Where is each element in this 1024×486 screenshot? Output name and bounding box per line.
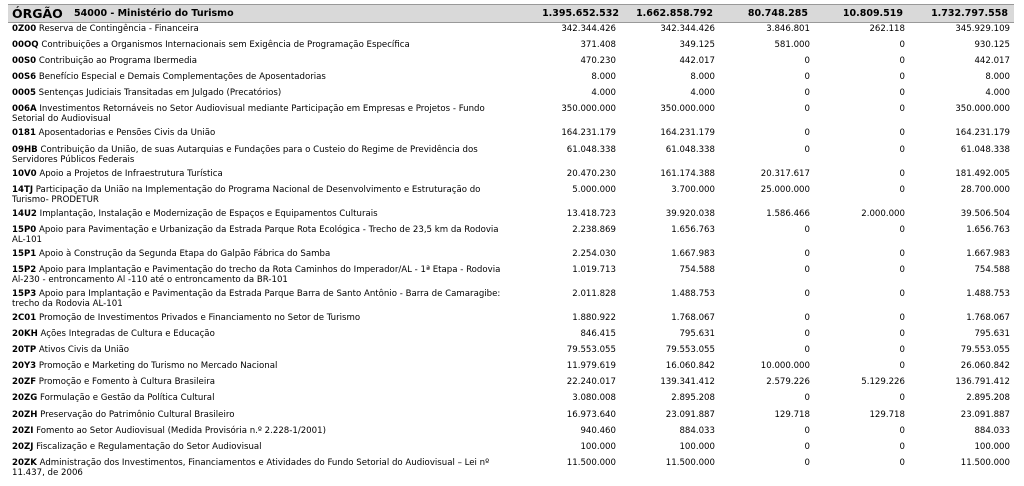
value-cell-col2: 1.768.067 — [671, 313, 715, 323]
action-code: 00S0 — [12, 56, 37, 66]
action-code: 0181 — [12, 128, 36, 138]
value-cell-col4: 0 — [899, 345, 905, 355]
value-cell-col4: 0 — [899, 40, 905, 50]
action-description: Apoio a Projetos de Infraestrutura Turística — [39, 169, 223, 179]
value-cell-col4: 0 — [899, 128, 905, 138]
orgao-header-row — [8, 4, 1014, 23]
value-cell-col2: 754.588 — [679, 265, 715, 275]
value-cell-col5: 1.768.067 — [966, 313, 1010, 323]
value-cell-col4: 0 — [899, 265, 905, 275]
row-description — [12, 73, 512, 83]
value-cell-col1: 940.460 — [580, 426, 616, 436]
value-cell-col1: 8.000 — [591, 72, 616, 82]
row-description — [12, 210, 512, 220]
value-cell-col4: 0 — [899, 329, 905, 339]
value-cell-col5: 181.492.005 — [955, 169, 1010, 179]
action-description: Investimentos Retornáveis no Setor Audiovisual mediante Participação em Empresas e Projetos - Fundo Setorial do Audiovisual — [12, 104, 485, 124]
row-description — [12, 378, 512, 388]
value-cell-col3: 0 — [804, 329, 810, 339]
value-cell-col1: 4.000 — [591, 88, 616, 98]
value-cell-col1: 2.254.030 — [572, 249, 616, 259]
value-cell-col1: 5.000.000 — [572, 185, 616, 195]
action-description: Contribuição da União, de suas Autarquias e Fundações para o Custeio do Regime de Previdência dos Servidores Públicos Federais — [12, 145, 478, 165]
value-cell-col4: 0 — [899, 185, 905, 195]
value-cell-col5: 795.631 — [974, 329, 1010, 339]
value-cell-col2: 884.033 — [679, 426, 715, 436]
row-description — [12, 290, 512, 309]
value-cell-col1: 13.418.723 — [566, 209, 616, 219]
value-cell-col1: 2.238.869 — [572, 225, 616, 235]
row-description — [12, 443, 512, 453]
value-cell-col2: 342.344.426 — [660, 24, 715, 34]
value-cell-col5: 1.667.983 — [966, 249, 1010, 259]
value-cell-col5: 345.929.109 — [955, 24, 1010, 34]
action-code: 2C01 — [12, 313, 37, 323]
value-cell-col2: 795.631 — [679, 329, 715, 339]
value-cell-col1: 79.553.055 — [566, 345, 616, 355]
value-cell-col4: 0 — [899, 169, 905, 179]
value-cell-col3: 0 — [804, 393, 810, 403]
action-code: 00S6 — [12, 72, 37, 82]
row-description — [12, 25, 512, 35]
value-cell-col3: 0 — [804, 249, 810, 259]
value-cell-col5: 1.488.753 — [966, 289, 1010, 299]
value-cell-col5: 164.231.179 — [955, 128, 1010, 138]
value-cell-col5: 442.017 — [974, 56, 1010, 66]
value-cell-col3: 0 — [804, 289, 810, 299]
value-cell-col4: 0 — [899, 225, 905, 235]
action-description: Formulação e Gestão da Política Cultural — [39, 393, 215, 403]
value-cell-col5: 79.553.055 — [960, 345, 1010, 355]
action-description: Participação da União na Implementação do Programa Nacional de Desenvolvimento e Estruturação do Turismo- PRODETUR — [12, 185, 481, 205]
value-cell-col1: 1.019.713 — [572, 265, 616, 275]
row-description — [12, 459, 512, 478]
value-cell-col3: 0 — [804, 145, 810, 155]
action-code: 20ZF — [12, 377, 37, 387]
value-cell-col1: 371.408 — [580, 40, 616, 50]
action-description: Ações Integradas de Cultura e Educação — [40, 329, 215, 339]
value-cell-col2: 2.895.208 — [671, 393, 715, 403]
row-description — [12, 186, 512, 205]
action-description: Reserva de Contingência - Financeira — [38, 24, 199, 34]
action-code: 10V0 — [12, 169, 37, 179]
value-cell-col4: 0 — [899, 249, 905, 259]
value-cell-col4: 129.718 — [869, 410, 905, 420]
value-cell-col3: 0 — [804, 345, 810, 355]
value-cell-col4: 0 — [899, 289, 905, 299]
value-cell-col1: 100.000 — [580, 442, 616, 452]
action-description: Apoio para Implantação e Pavimentação do trecho da Rota Caminhos do Imperador/AL - 1ª Etapa - Rodovia Al-230 - entroncamento Al -110 até o entroncamento da BR-101 — [12, 265, 501, 285]
value-cell-col4: 262.118 — [869, 24, 905, 34]
value-cell-col3: 25.000.000 — [760, 185, 810, 195]
action-code: 20Y3 — [12, 361, 37, 371]
value-cell-col1: 11.979.619 — [566, 361, 616, 371]
action-description: Administração dos Investimentos, Financiamentos e Atividades do Fundo Setorial do Audiovisual – Lei nº 11.437, de 2006 — [12, 458, 490, 478]
value-cell-col2: 79.553.055 — [665, 345, 715, 355]
action-code: 20ZJ — [12, 442, 34, 452]
action-code: 20ZG — [12, 393, 38, 403]
value-cell-col3: 0 — [804, 88, 810, 98]
value-cell-col5: 61.048.338 — [960, 145, 1010, 155]
value-cell-col3: 0 — [804, 72, 810, 82]
header-total-col5: 1.732.797.558 — [931, 8, 1008, 19]
header-total-col1: 1.395.652.532 — [542, 8, 619, 19]
value-cell-col5: 26.060.842 — [960, 361, 1010, 371]
value-cell-col5: 2.895.208 — [966, 393, 1010, 403]
action-code: 20ZI — [12, 426, 34, 436]
action-code: 0005 — [12, 88, 36, 98]
value-cell-col5: 930.125 — [974, 40, 1010, 50]
value-cell-col4: 0 — [899, 393, 905, 403]
value-cell-col1: 2.011.828 — [572, 289, 616, 299]
value-cell-col1: 61.048.338 — [566, 145, 616, 155]
value-cell-col1: 470.230 — [580, 56, 616, 66]
value-cell-col4: 0 — [899, 442, 905, 452]
action-description: Contribuição ao Programa Ibermedia — [38, 56, 198, 66]
value-cell-col3: 0 — [804, 265, 810, 275]
action-description: Sentenças Judiciais Transitadas em Julgado (Precatórios) — [38, 88, 282, 98]
value-cell-col4: 2.000.000 — [861, 209, 905, 219]
value-cell-col2: 442.017 — [679, 56, 715, 66]
row-description — [12, 146, 512, 165]
value-cell-col2: 16.060.842 — [665, 361, 715, 371]
row-description — [12, 314, 512, 324]
row-description — [12, 427, 512, 437]
value-cell-col1: 846.415 — [580, 329, 616, 339]
value-cell-col3: 1.586.466 — [766, 209, 810, 219]
action-description: Aposentadorias e Pensões Civis da União — [38, 128, 216, 138]
value-cell-col2: 23.091.887 — [665, 410, 715, 420]
action-code: 14U2 — [12, 209, 37, 219]
header-total-col3: 80.748.285 — [747, 8, 808, 19]
value-cell-col2: 61.048.338 — [665, 145, 715, 155]
row-description — [12, 362, 512, 372]
value-cell-col5: 350.000.000 — [955, 104, 1010, 114]
value-cell-col3: 0 — [804, 104, 810, 114]
value-cell-col4: 0 — [899, 361, 905, 371]
value-cell-col2: 139.341.412 — [660, 377, 715, 387]
action-code: 14TJ — [12, 185, 34, 195]
action-code: 20TP — [12, 345, 37, 355]
value-cell-col2: 4.000 — [690, 88, 715, 98]
value-cell-col5: 100.000 — [974, 442, 1010, 452]
value-cell-col3: 0 — [804, 458, 810, 468]
value-cell-col5: 11.500.000 — [960, 458, 1010, 468]
value-cell-col4: 0 — [899, 88, 905, 98]
value-cell-col5: 23.091.887 — [960, 410, 1010, 420]
value-cell-col1: 164.231.179 — [561, 128, 616, 138]
action-code: 09HB — [12, 145, 38, 155]
value-cell-col3: 10.000.000 — [760, 361, 810, 371]
value-cell-col2: 100.000 — [679, 442, 715, 452]
action-code: 15P1 — [12, 249, 37, 259]
action-description: Fomento ao Setor Audiovisual (Medida Provisória n.º 2.228-1/2001) — [36, 426, 326, 436]
action-description: Contribuições a Organismos Internacionais sem Exigência de Programação Específica — [41, 40, 410, 50]
value-cell-col3: 0 — [804, 128, 810, 138]
value-cell-col2: 161.174.388 — [660, 169, 715, 179]
value-cell-col4: 0 — [899, 313, 905, 323]
value-cell-col2: 164.231.179 — [660, 128, 715, 138]
value-cell-col3: 20.317.617 — [760, 169, 810, 179]
action-description: Fiscalização e Regulamentação do Setor Audiovisual — [36, 442, 262, 452]
value-cell-col2: 350.000.000 — [660, 104, 715, 114]
value-cell-col3: 0 — [804, 56, 810, 66]
action-code: 20ZH — [12, 410, 38, 420]
row-description — [12, 41, 512, 51]
action-description: Apoio para Implantação e Pavimentação da Estrada Parque Barra de Santo Antônio - Barra de Camaragibe: trecho da Rodovia AL-101 — [12, 289, 501, 309]
value-cell-col1: 350.000.000 — [561, 104, 616, 114]
value-cell-col4: 0 — [899, 145, 905, 155]
row-description — [12, 346, 512, 356]
value-cell-col5: 28.700.000 — [960, 185, 1010, 195]
value-cell-col2: 1.667.983 — [671, 249, 715, 259]
value-cell-col1: 11.500.000 — [566, 458, 616, 468]
value-cell-col5: 136.791.412 — [955, 377, 1010, 387]
value-cell-col4: 5.129.226 — [861, 377, 905, 387]
orgao-label: ÓRGÃO — [12, 6, 63, 21]
value-cell-col1: 22.240.017 — [566, 377, 616, 387]
value-cell-col1: 20.470.230 — [566, 169, 616, 179]
row-description — [12, 89, 512, 99]
action-description: Apoio para Pavimentação e Urbanização da Estrada Parque Rota Ecológica - Trecho de 23,5 km da Rodovia AL-101 — [12, 225, 499, 245]
value-cell-col3: 0 — [804, 442, 810, 452]
value-cell-col1: 342.344.426 — [561, 24, 616, 34]
value-cell-col4: 0 — [899, 458, 905, 468]
value-cell-col2: 1.656.763 — [671, 225, 715, 235]
value-cell-col5: 39.506.504 — [960, 209, 1010, 219]
row-description — [12, 129, 512, 139]
orgao-name: 54000 - Ministério do Turismo — [74, 8, 234, 19]
value-cell-col2: 39.920.038 — [665, 209, 715, 219]
action-code: 15P2 — [12, 265, 37, 275]
action-code: 006A — [12, 104, 37, 114]
value-cell-col4: 0 — [899, 72, 905, 82]
value-cell-col5: 884.033 — [974, 426, 1010, 436]
value-cell-col5: 1.656.763 — [966, 225, 1010, 235]
value-cell-col2: 11.500.000 — [665, 458, 715, 468]
value-cell-col3: 3.846.801 — [766, 24, 810, 34]
value-cell-col2: 349.125 — [679, 40, 715, 50]
value-cell-col4: 0 — [899, 56, 905, 66]
action-description: Implantação, Instalação e Modernização de Espaços e Equipamentos Culturais — [39, 209, 378, 219]
row-description — [12, 170, 512, 180]
action-code: 20ZK — [12, 458, 37, 468]
action-description: Preservação do Patrimônio Cultural Brasileiro — [40, 410, 235, 420]
row-description — [12, 105, 512, 124]
action-code: 0Z00 — [12, 24, 37, 34]
value-cell-col3: 0 — [804, 426, 810, 436]
action-code: 00OQ — [12, 40, 39, 50]
value-cell-col5: 8.000 — [985, 72, 1010, 82]
action-description: Ativos Civis da União — [38, 345, 130, 355]
value-cell-col2: 8.000 — [690, 72, 715, 82]
value-cell-col3: 0 — [804, 225, 810, 235]
row-description — [12, 411, 512, 421]
value-cell-col1: 16.973.640 — [566, 410, 616, 420]
value-cell-col1: 1.880.922 — [572, 313, 616, 323]
header-total-col4: 10.809.519 — [842, 8, 903, 19]
row-description — [12, 330, 512, 340]
action-code: 15P0 — [12, 225, 37, 235]
header-total-col2: 1.662.858.792 — [636, 8, 713, 19]
value-cell-col3: 581.000 — [774, 40, 810, 50]
value-cell-col5: 754.588 — [974, 265, 1010, 275]
value-cell-col4: 0 — [899, 104, 905, 114]
value-cell-col4: 0 — [899, 426, 905, 436]
row-description — [12, 394, 512, 404]
value-cell-col2: 3.700.000 — [671, 185, 715, 195]
action-description: Promoção de Investimentos Privados e Financiamento no Setor de Turismo — [38, 313, 361, 323]
value-cell-col1: 3.080.008 — [572, 393, 616, 403]
value-cell-col2: 1.488.753 — [671, 289, 715, 299]
row-description — [12, 266, 512, 285]
row-description — [12, 226, 512, 245]
value-cell-col3: 0 — [804, 313, 810, 323]
action-description: Apoio à Construção da Segunda Etapa do Galpão Fábrica do Samba — [38, 249, 331, 259]
value-cell-col5: 4.000 — [985, 88, 1010, 98]
action-description: Promoção e Fomento à Cultura Brasileira — [38, 377, 216, 387]
action-description: Promoção e Marketing do Turismo no Mercado Nacional — [38, 361, 278, 371]
value-cell-col3: 2.579.226 — [766, 377, 810, 387]
row-description — [12, 250, 512, 260]
row-description — [12, 57, 512, 67]
value-cell-col3: 129.718 — [774, 410, 810, 420]
action-code: 15P3 — [12, 289, 37, 299]
action-description: Benefício Especial e Demais Complementações de Aposentadorias — [38, 72, 326, 82]
action-code: 20KH — [12, 329, 38, 339]
